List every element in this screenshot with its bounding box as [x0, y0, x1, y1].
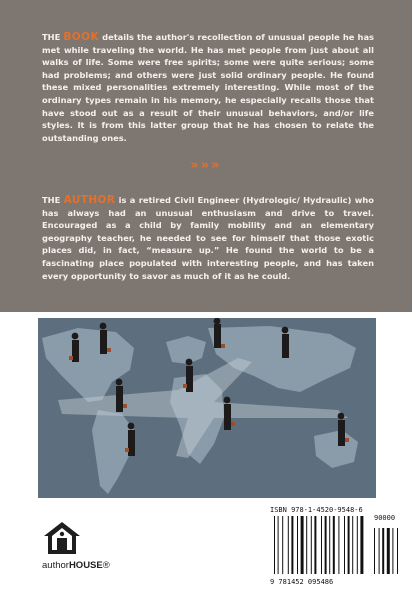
- barcode-bar: [333, 516, 335, 574]
- book-lead: THE: [42, 32, 64, 42]
- section-separator: »»»: [190, 158, 222, 173]
- barcode-bar: [282, 516, 283, 574]
- world-map-artwork: [38, 318, 376, 498]
- barcode-bar: [291, 516, 293, 574]
- barcode-bar: [274, 516, 275, 574]
- barcode-addon-bar: [397, 528, 398, 574]
- barcode-bar: [288, 516, 289, 574]
- barcode-bar: [278, 516, 279, 574]
- barcode-bar: [357, 516, 358, 574]
- world-map-illustration: [38, 318, 376, 498]
- barcode-block: [270, 506, 402, 586]
- price-code: 90000: [374, 514, 396, 522]
- book-description-text: details the author's recollection of unusual people he has met while traveling the world. He has met people from just about all walks of life. Some were free spirits; some were quite serious; some had problems; and others were just solid ordinary people. He found these mixed personalities extremely interesting. While most of the ordinary types remain in his memory, he especially recalls those that have stood out as a result of their unusual behaviors, and/or life styles. It is from this latter group that he has chosen to relate the outstanding ones.: [42, 32, 374, 143]
- barcode-bar: [301, 516, 304, 574]
- barcode-bar: [338, 516, 339, 574]
- barcode-graphic: [270, 516, 402, 578]
- author-description-text: is a retired Civil Engineer (Hydrologic/ Hydraulic) who has always had an unusual enthusiasm and drive to travel. Encouraged as a child by family mobility and an elementary geography teacher, he needed to see for himself that those exotic places did, in fact, “measure up.” He found the world to be a fascinating place populated with interesting people, and has taken every opportunity to savor as much of it as he could.: [42, 195, 374, 281]
- book-highlight: BOOK: [63, 31, 99, 43]
- barcode-bar: [344, 516, 345, 574]
- barcode-addon-bar: [374, 528, 375, 574]
- barcode-addon-bar: [392, 528, 393, 574]
- publisher-trademark: ®: [102, 560, 110, 571]
- publisher-name-part2: HOUSE: [68, 560, 103, 571]
- barcode-addon-bar: [387, 528, 390, 574]
- barcode-addon-bar: [379, 528, 380, 574]
- isbn-label: ISBN 978-1-4520-9548-6: [270, 506, 363, 514]
- barcode-bar: [297, 516, 298, 574]
- author-description: [42, 194, 374, 282]
- publisher-name: [42, 560, 110, 571]
- barcode-bar: [360, 516, 363, 574]
- barcode-bar: [348, 516, 350, 574]
- house-icon: [42, 520, 82, 556]
- barcode-bar: [306, 516, 307, 574]
- barcode-bar: [311, 516, 312, 574]
- author-highlight: AUTHOR: [63, 194, 116, 206]
- book-description: [42, 31, 374, 144]
- barcode-bar: [352, 516, 353, 574]
- author-lead: THE: [42, 195, 64, 205]
- barcode-addon-bar: [382, 528, 384, 574]
- barcode-bar: [314, 516, 316, 574]
- barcode-bar: [321, 516, 322, 574]
- publisher-logo: [42, 520, 112, 580]
- barcode-bar: [325, 516, 327, 574]
- ean-number: 9 781452 095486: [270, 578, 334, 586]
- barcode-bar: [329, 516, 330, 574]
- publisher-name-part1: author: [42, 560, 69, 571]
